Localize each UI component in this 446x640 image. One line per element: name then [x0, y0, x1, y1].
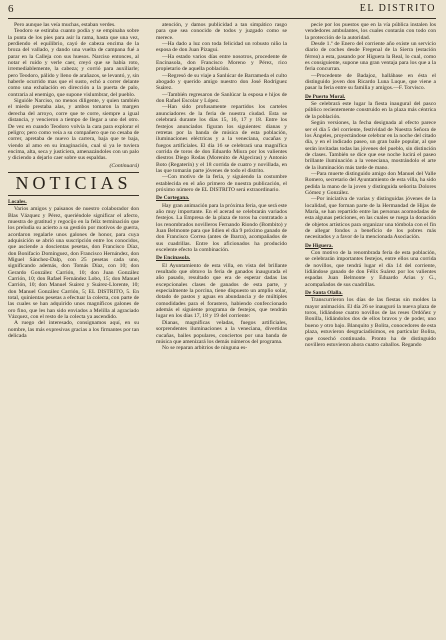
paragraph: Varios amigos y paisanos de nuestro colaborador don Blas Vázquez y Pérez, queriéndole significar el afecto, muestra de gratitud y regocijo en la feliz terminación que los preludia su acierto a su gestión por motivos de guerra, acordaron regalarle unos galones de honor, para cuya adquisición se abrió una suscripción entre los conocidos, que asciende a doscientas pesetas, don Francisco Díaz, don Bonifacio Domínguez, don Francisco Hernández, don Miguel Sánchez-Dalp, con 25 pesetas cada uno, significando además, don Tomás Díaz, con 10; don Gerardo González Carrión, 10; don Juan González Carrión, 10; don Rafael Fernández Lobo, 15; don Manuel Carrión, 10; don Manuel Suárez y Suárez-Llorente, 10; don Manuel González Carrión, 5; EL DISTRITO, 5. En total, quinientas pesetas a efectuar la colecta, con parte de las cuales se han adquirido unos magníficos galones de oro fino, que les han sido enviados a Melilla al agraciado Vázquez, con el resto de la colecta ya ascendido. [8, 206, 139, 321]
header-rule [8, 18, 436, 19]
subheading: De Higuera. [305, 242, 333, 249]
section-banner [8, 172, 139, 196]
subheading: De Puerto Moral. [305, 93, 346, 100]
continued-note: (Continuará) [109, 162, 139, 169]
paragraph: —Procedente de Badajoz, hallábase en ésta el distinguido joven don Ricardo Luna Luque, que viene a pasar la feria entre su familia y amigos.—F. Torvisco. [305, 72, 436, 92]
column-1 [8, 22, 139, 634]
paragraph: Según versiones, la fecha designada al efecto parece ser el día 5 del corriente, festividad de Nuestra Señora de los Ángeles, proyectándose celebrar en la noche del citado día, y en el indicado paseo, un gran baile popular, al que serán invitadas todas las jóvenes del pueblo, sin distinción de clases. También se dice que ese noche lucirá el paseo brillante iluminación a la veneciana, mostrándolo el arte de la iluminación más tarde de mano. [305, 120, 436, 171]
page-header [8, 3, 436, 17]
paragraph: —Regresó de su viaje a Sanlúcar de Barrameda el culto abogado y querido amigo nuestro don José Rodríguez Suárez. [156, 72, 287, 92]
subheading: De Cortegana. [156, 195, 190, 202]
paragraph: Siguióle Narciso, no menos diligente, y quien también el miedo prestaba alas, y ambos tomaron la margen derecha del arroyo, corre que te corre, siempre a igual distancia, y vencieron a tiempo de llegar a uno del otro. De vez en cuando Teodoro volvía la cara para explorar el peligro; pero como veía a su compañero que no cesaba de correr, apretaba de nuevo la carrera, baja que te baja, viendo al amo en su imaginación, cual si ya le tuviera encima, alta, seca y justiciera, amenazándoles con un palo y diciendo a dejarlo caer sobre sus espaldas. [8, 98, 139, 162]
paragraph: Desde 1.º de Enero del corriente año existe un servicio diario de coches desde Fregenal de la Sierra (estación férrea) a esta, pasando por Higuera la Real, lo cual, como es consiguiente, supone una gran ventaja para los que a la feria concurran. [305, 41, 436, 73]
paragraph: Se celebrará este lugar la fiesta inaugural del pasco público recientemente construido en la plaza más céntrica de la población. [305, 101, 436, 120]
paragraph: —También regresaron de Sanlúcar la esposa e hijos de don Rafael Escolar y López. [156, 91, 287, 105]
paragraph: —Por iniciativa de varias y distinguidas jóvenes de la localidad, que forman parte de la Hermandad de Hijas de María, se han repartido entre las personas acomodadas de esta algunas peticiones, en las cuales se ruega la donación de objetos artísticos para organizar una tómbola con el fin de allegar fondos a beneficio de los pobres más necesitados y a favor de la mencionada Asociación. [305, 196, 436, 241]
column-3 [305, 22, 436, 634]
paragraph: Con motivo de la renombrada feria de esta población, se celebrarán importantes festejos, entre ellos una corrida de novillos, que tendrá lugar el día 14 del corriente, lidiándose ganado de don Félix Suárez por los valientes espadas Juan Belmonte y Eduardo Arias y G., acompañados de sus cuadrillas. [305, 250, 436, 288]
paragraph: Transcurrieron los días de las fiestas sin moldes la mayor animación. El día 26 se inauguró la nueva plaza de toros, lidiándose cuatro novillos de las reses Ordóñez y Bonilla, lidiándolos dos de ellos bravos y de poder, uno bueno y otro bajo. Blanquito y Bolita, conocedores de esta plaza, estuvieron desgraciadísimos, en particular Bolita, que cosechó continuado. Pronto ha de distinguido novillero estuvieron ahora cuatro caballos. Regando [305, 297, 436, 348]
masthead-title: EL DISTRITO [359, 3, 436, 14]
subheading: Locales. [8, 198, 27, 205]
paragraph: —Ha estado varios días entre nosotros, procedente de Encinasola, don Francisco Moreno y Pérez, rico propietario de aquella población. [156, 53, 287, 73]
column-2 [156, 22, 287, 634]
subheading: De Encinasola. [156, 255, 191, 262]
page-number: 6 [8, 3, 14, 15]
paragraph: El Ayuntamiento de esta villa, en vista del brillante resultado que obtuvo la feria de ganados inaugurada el año pasado, resultado que era de esperar dadas las excepcionales clases de ganados de esta parte, y especialmente la porcina, tiene dispuesto un amplio solar, dotado de pastos y aguas en abundancia y de múltiples comodidades para el forastero, habiendo confeccionado además el siguiente programa de festejos, que tendrán lugar en los días 17, 18 y 19 del corriente: [156, 262, 287, 320]
paragraph: atención, y damos publicidad a tan simpático rasgo para que sea conocido de todos y juzgado como se merece. [156, 22, 287, 41]
paragraph: —Con motivo de la feria, y siguiendo la costumbre establecida en el año primero de nuestra publicación, el próximo número de EL DISTRITO será extraordinario. [156, 174, 287, 193]
paragraph: pecie por los puestos que en la vía pública instalen los vendedores ambulantes, los cuales contarán con todo con la protección de la autoridad. [305, 22, 436, 41]
paragraph: Dianas, magníficas veladas, fuegos artificiales, sorprendentes iluminaciones a la veneciana, divertidas cucañas, bailes populares, conciertos por una banda de música que amenizará los demás números del programa. [156, 319, 287, 345]
paragraph: No se reparan arbitrios de ninguna es- [162, 345, 248, 352]
section-banner-title: NOTICIAS [15, 172, 132, 193]
subheading: De Santa Olalla. [305, 290, 343, 297]
paragraph: Teodoro se estiraba cuanto podía y se empinaba sobre la punta de los pies para asir la rama, hasta que una vez, perdiendo el equilibrio, cayó de cabeza encima de la broza del vallado, y dando una vuelta de campana fué a parar en la Calleja con sus huesos. Narciso entonces, al notar el ruido y verle caer, creyó que se había roto, irremediablemente, la cabeza; y corrió para auxiliarle; pero Teodoro, pálido y lleno de arañazos, se levantó, y, sin haberle ocurrido mas que el susto, echó a correr delante como una exhalación en dirección a la puerta de palo, contraria al enemigo, que supone vislumbrar, del pueblo. [8, 28, 139, 98]
paragraph: —Para muerte distinguido amigo don Manuel del Valle Romero, secretario del Ayuntamiento de esta villa, ha sido pedida la mano de la joven y distinguida señorita Dolores Gómez y González. [305, 170, 436, 196]
paragraph: A ruego del interesado, consignamos aquí, en su nombre, las más expresivas gracias a los firmantes por tan delicada [8, 320, 139, 340]
paragraph: Hay gran animación para la próxima feria, que será este año muy importante. En el acerad se celebrarán variados festejos. La Empresa de la plaza de toros ha contratado a los renombrados novilleros Fernando Riondo (Bombito) y Juan Belmonte para que lidien el día 9 próximo ganado de don Francisco Correa (antes de Ibarra), acompañados de sus cuadrillas. Entre los aficionados ha producido excelente efecto la combinación. [156, 202, 287, 254]
paragraph: Pero aunque las veía muchas, estaban verdes. [14, 22, 116, 28]
paragraph: —Han sido profusamente repartidos los carteles anunciadores de la feria de nuestra ciudad. Esta se celebrará durante los días 15, 16, 17 y 18. Entre los festejos anunciados figuran los siguientes: dianas y retretas por la banda de música de esta población, iluminaciones eléctricas y a la veneciana, cucañas y fuegos artificiales. El día 16 se celebrará una magnífica corrida de toros de don Eduardo Miura por los valientes diestros Diego Rodas (Morenito de Algeciras) y Antonio Boto (Regaterín) y el 18 corrida de cuatro y novillada, en las que tomarán parte jóvenes de todo el distrito. [156, 104, 287, 174]
paragraph: —Ha dado a luz con toda felicidad un robusto niño la esposa de don Juan Pizagui. [156, 41, 287, 54]
